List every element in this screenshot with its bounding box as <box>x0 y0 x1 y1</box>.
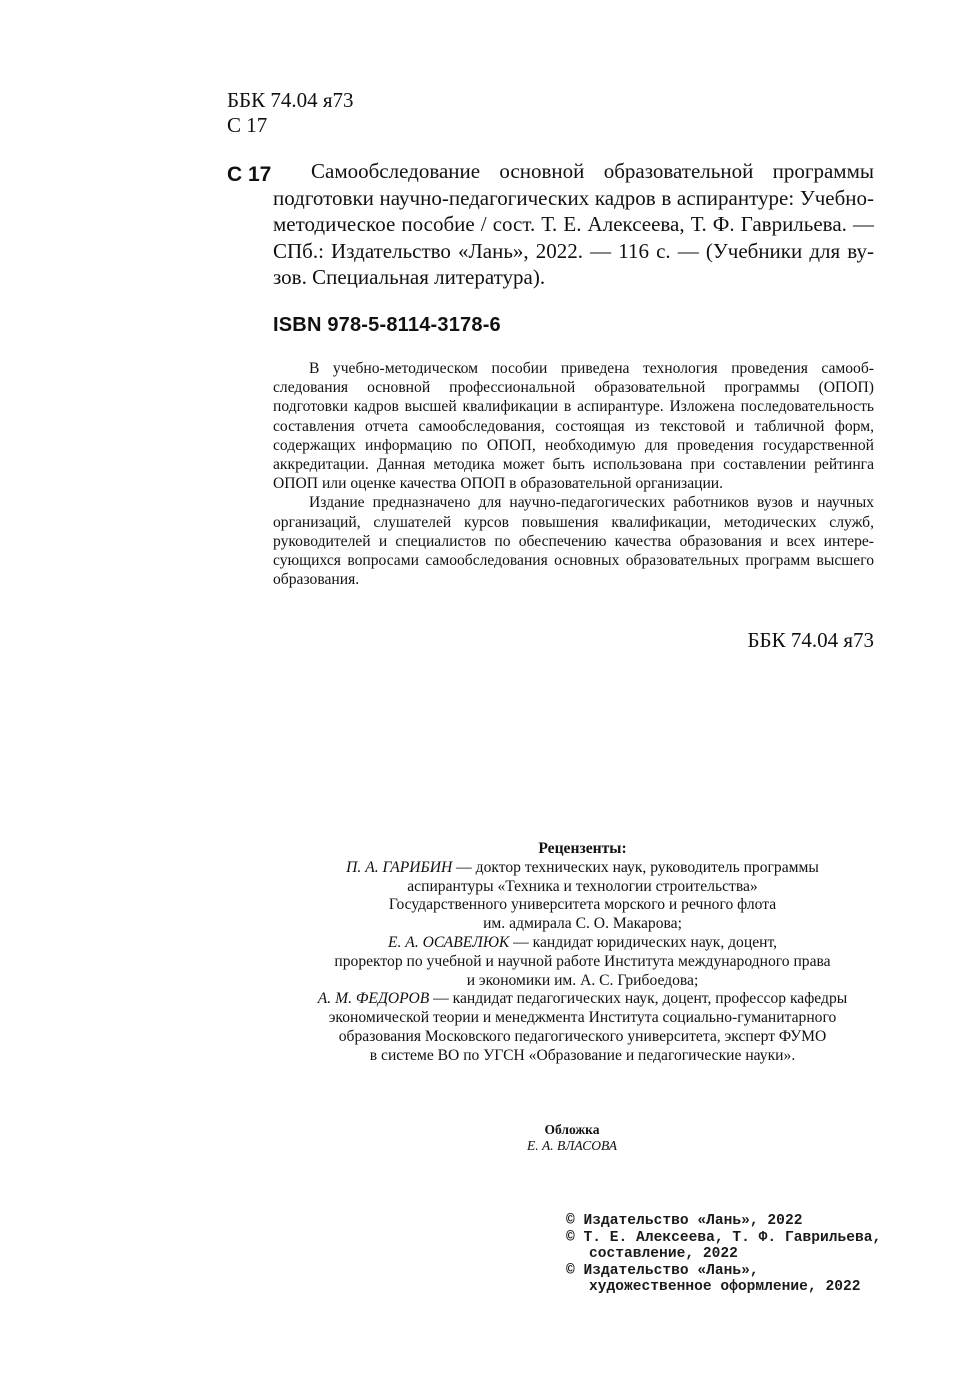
copyright-publisher: © Издательство «Лань», 2022 <box>566 1213 803 1229</box>
reviewer-2-title: — кандидат юридических наук, доцент, <box>509 933 778 951</box>
author-mark: С 17 <box>227 113 268 137</box>
reviewers-heading: Рецензенты: <box>538 840 627 857</box>
entry-author-mark: С 17 <box>227 163 272 186</box>
reviewer-2-line-2: проректор по учебной и научной работе Института международного права <box>334 952 831 970</box>
reviewer-3-line-2: экономической теории и менеджмента Института социально-гуманитарного <box>328 1009 837 1027</box>
annotation-paragraph-1: В учебно-методическом пособии приведена технология проведения самообследования основной профессиональной образовательной программы (ОПОП) подготовки кадров высшей квалификации в аспирантуре. Изложена последовательность составления отчета самообследования, состоящая из текстовой и табличной форм, содержащих информацию по ОПОП, необходимую для проведения государственной аккредитации. Данная методика может быть использована при составлении рейтинга ОПОП или оценке качества ОПОП в образовательной организации. <box>273 360 874 493</box>
reviewer-2-line-1 <box>250 934 915 953</box>
cover-designer: Е. А. ВЛАСОВА <box>526 1138 618 1153</box>
reviewer-1-name: П. А. ГАРИБИН <box>346 858 453 876</box>
reviewer-3-line-1 <box>250 990 915 1009</box>
bbk-index-top <box>227 88 354 138</box>
reviewer-3-title: — кандидат педагогических наук, доцент, профессор кафедры <box>429 990 848 1008</box>
annotation <box>273 359 874 589</box>
copyright-design: © Издательство «Лань», художественное оформление, 2022 <box>566 1262 861 1295</box>
reviewer-3-name: А. М. ФЕДОРОВ <box>317 990 430 1008</box>
reviewer-1-line-1 <box>250 859 915 878</box>
reviewer-2-name: Е. А. ОСАВЕЛЮК <box>387 933 510 951</box>
copyright-block <box>566 1213 896 1296</box>
cover-heading: Обложка <box>544 1122 600 1137</box>
isbn: ISBN 978-5-8114-3178-6 <box>273 314 501 336</box>
reviewer-1-title: — доктор технических наук, руководитель программы <box>452 858 819 876</box>
reviewer-1-line-4: им. адмирала С. О. Макарова; <box>483 915 682 933</box>
bbk-index-bottom: ББК 74.04 я73 <box>747 628 874 652</box>
copyright-authors: © Т. Е. Алексеева, Т. Ф. Гаврильева, составление, 2022 <box>566 1229 882 1262</box>
reviewers-block <box>250 840 915 1066</box>
bibliographic-description: Самообследование основной образовательной программы подготовки научно-педагогических кадров в аспирантуре: Учебно-методическое пособие / сост. Т. Е. Алексеева, Т. Ф. Гаврильева. — СПб.: Издательство «Лань», 2022. — 116 с. — (Учебники для вузов. Специальная литература). <box>273 159 874 289</box>
bbk-code: ББК 74.04 я73 <box>227 88 354 112</box>
reviewer-3-line-3: образования Московского педагогического университета, эксперт ФУМО <box>338 1027 827 1045</box>
cover-credit <box>422 1122 722 1154</box>
reviewer-2-line-3: и экономики им. А. С. Грибоедова; <box>466 971 699 989</box>
reviewer-1-line-3: Государственного университета морского и речного флота <box>388 896 777 914</box>
reviewer-1-line-2: аспирантуры «Техника и технологии строительства» <box>407 877 758 895</box>
annotation-paragraph-2: Издание предназначено для научно-педагогических работников вузов и научных организаций, слушателей курсов повышения квалификации, методических служб, руководителей и специалистов по обеспечению качества образования и всех интересующихся вопросами самообследования основных образовательных программ высшего образования. <box>273 494 874 589</box>
reviewer-3-line-4: в системе ВО по УГСН «Образование и педагогические науки». <box>369 1046 796 1064</box>
